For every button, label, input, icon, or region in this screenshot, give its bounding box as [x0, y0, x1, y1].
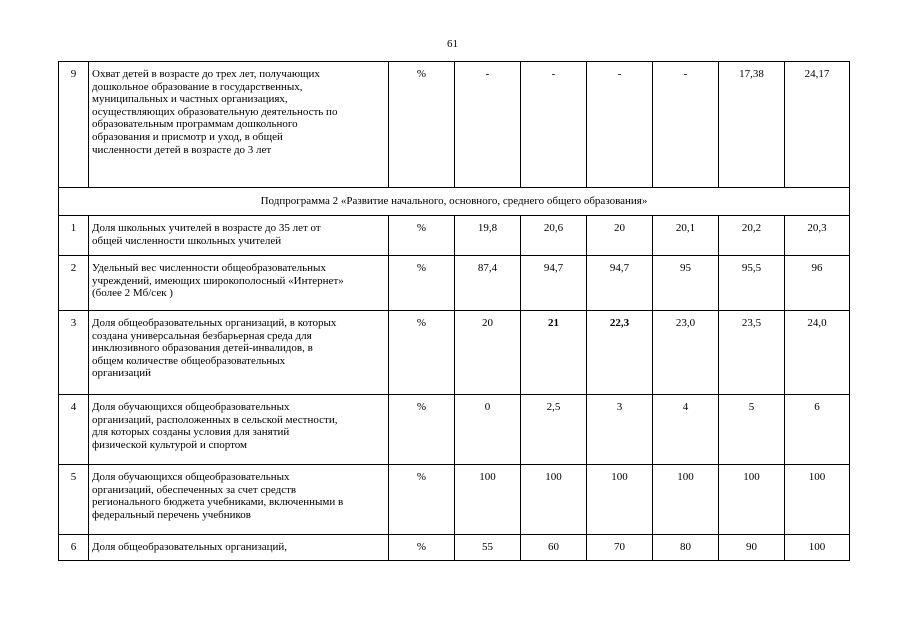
- value-cell: 2,5: [521, 395, 587, 465]
- value-cell: 6: [785, 395, 850, 465]
- description-line: Доля обучающихся общеобразовательных: [92, 401, 290, 413]
- value-cell: 94,7: [587, 256, 653, 311]
- value-cell: 24,17: [785, 62, 850, 188]
- table-row: [59, 62, 850, 188]
- unit-cell: %: [389, 256, 455, 311]
- value-cell: 23,5: [719, 311, 785, 395]
- value-cell: 100: [587, 465, 653, 535]
- description-line: создана универсальная безбарьерная среда для: [92, 329, 312, 342]
- table-row: [59, 311, 850, 395]
- description-line: федеральный перечень учебников: [92, 508, 251, 521]
- unit-cell: %: [389, 465, 455, 535]
- value-cell: 5: [719, 395, 785, 465]
- value-cell: -: [587, 62, 653, 188]
- value-cell: 95: [653, 256, 719, 311]
- description-line: инклюзивного образования детей-инвалидов, в: [92, 342, 313, 355]
- table-row: [59, 395, 850, 465]
- unit-cell: %: [389, 216, 455, 256]
- value-cell: 21: [521, 311, 587, 395]
- value-cell: 90: [719, 535, 785, 561]
- description-line: образовательным программам дошкольного: [92, 118, 298, 131]
- unit-cell: %: [389, 311, 455, 395]
- value-cell: 20,6: [521, 216, 587, 256]
- unit-cell: %: [389, 395, 455, 465]
- indicator-table: [58, 61, 850, 561]
- value-cell: -: [653, 62, 719, 188]
- description-line: Доля обучающихся общеобразовательных: [92, 471, 290, 483]
- indicator-description: [89, 465, 389, 535]
- value-cell: 60: [521, 535, 587, 561]
- value-cell: -: [521, 62, 587, 188]
- table-row: [59, 535, 850, 561]
- value-cell: 24,0: [785, 311, 850, 395]
- value-cell: 4: [653, 395, 719, 465]
- value-cell: 100: [785, 465, 850, 535]
- value-cell: 100: [719, 465, 785, 535]
- description-line: Доля общеобразовательных организаций,: [92, 541, 288, 553]
- indicator-description: [89, 535, 389, 561]
- unit-cell: %: [389, 62, 455, 188]
- table-row: [59, 216, 850, 256]
- value-cell: 22,3: [587, 311, 653, 395]
- description-line: организаций: [92, 367, 152, 380]
- value-cell: 80: [653, 535, 719, 561]
- row-number: 6: [59, 535, 89, 561]
- value-cell: 19,8: [455, 216, 521, 256]
- description-line: муниципальных и частных организациях,: [92, 93, 288, 106]
- description-line: Доля школьных учителей в возрасте до 35 лет от: [92, 222, 321, 234]
- value-cell: 70: [587, 535, 653, 561]
- table-row: [59, 465, 850, 535]
- description-line: общем количестве общеобразовательных: [92, 354, 286, 367]
- value-cell: 87,4: [455, 256, 521, 311]
- value-cell: 20,2: [719, 216, 785, 256]
- description-line: Охват детей в возрасте до трех лет, получающих: [92, 68, 320, 80]
- value-cell: 96: [785, 256, 850, 311]
- description-line: для которых созданы условия для занятий: [92, 426, 290, 439]
- row-number: 1: [59, 216, 89, 256]
- value-cell: 20,3: [785, 216, 850, 256]
- subprogram-heading: Подпрограмма 2 «Развитие начального, основного, среднего общего образования»: [59, 188, 850, 216]
- page-number: 61: [447, 38, 458, 50]
- value-cell: 3: [587, 395, 653, 465]
- value-cell: 100: [785, 535, 850, 561]
- value-cell: -: [455, 62, 521, 188]
- unit-cell: %: [389, 535, 455, 561]
- table-row: [59, 256, 850, 311]
- row-number: 3: [59, 311, 89, 395]
- value-cell: 20: [587, 216, 653, 256]
- value-cell: 17,38: [719, 62, 785, 188]
- description-line: организаций, расположенных в сельской местности,: [92, 413, 338, 426]
- value-cell: 100: [521, 465, 587, 535]
- value-cell: 100: [455, 465, 521, 535]
- description-line: физической культурой и спортом: [92, 438, 248, 451]
- description-line: общей численности школьных учителей: [92, 234, 282, 247]
- row-number: 2: [59, 256, 89, 311]
- description-line: организаций, обеспеченных за счет средств: [92, 483, 297, 496]
- description-line: численности детей в возрасте до 3 лет: [92, 143, 272, 156]
- indicator-description: [89, 311, 389, 395]
- row-number: 5: [59, 465, 89, 535]
- value-cell: 94,7: [521, 256, 587, 311]
- value-cell: 55: [455, 535, 521, 561]
- description-line: Доля общеобразовательных организаций, в которых: [92, 317, 337, 329]
- description-line: учреждений, имеющих широкополосный «Интернет»: [92, 274, 344, 287]
- indicator-description: [89, 395, 389, 465]
- value-cell: 20,1: [653, 216, 719, 256]
- row-number: 4: [59, 395, 89, 465]
- description-line: осуществляющих образовательную деятельность по: [92, 105, 338, 118]
- value-cell: 20: [455, 311, 521, 395]
- subprogram-row: [59, 188, 850, 216]
- indicator-description: [89, 256, 389, 311]
- indicator-description: [89, 62, 389, 188]
- row-number: 9: [59, 62, 89, 188]
- description-line: образования и присмотр и уход, в общей: [92, 130, 283, 143]
- description-line: (более 2 Мб/сек ): [92, 287, 173, 300]
- value-cell: 95,5: [719, 256, 785, 311]
- indicator-description: [89, 216, 389, 256]
- description-line: дошкольное образование в государственных,: [92, 80, 303, 93]
- value-cell: 0: [455, 395, 521, 465]
- description-line: Удельный вес численности общеобразовательных: [92, 262, 326, 274]
- value-cell: 23,0: [653, 311, 719, 395]
- value-cell: 100: [653, 465, 719, 535]
- description-line: регионального бюджета учебниками, включенными в: [92, 496, 344, 509]
